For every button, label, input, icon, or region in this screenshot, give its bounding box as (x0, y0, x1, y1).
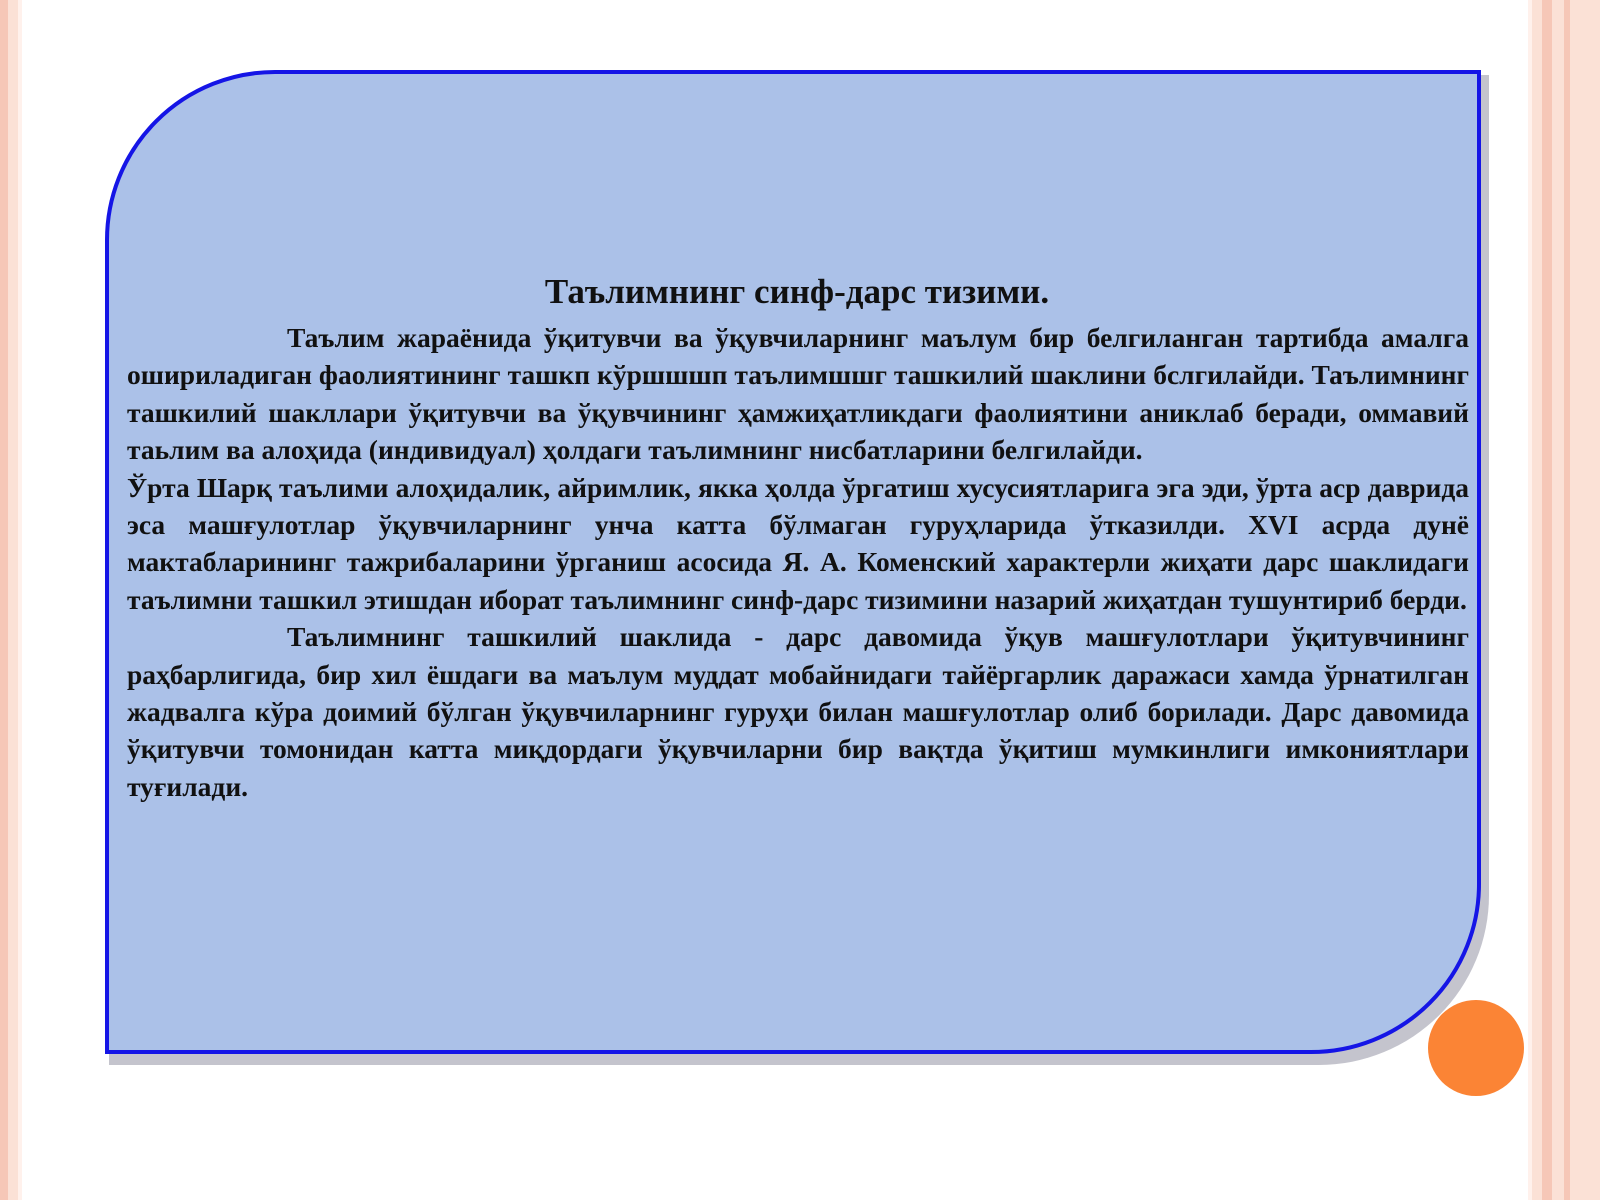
slide-title: Таълимнинг синф-дарс тизими. (544, 272, 1050, 311)
slide-body (127, 319, 1469, 805)
paragraph-2: Ўрта Шарқ таълими алоҳидалик, айримлик, якка ҳолда ўргатиш хусусиятларига эга эди, ўрта аср даврида эса машғулотлар ўқувчиларнинг унча катта бўлмаган гуруҳларида ўтказилди. XVI асрда дунё мактабларининг тажрибаларини ўрганиш асосида Я. А. Коменский характерли жиҳати дарс шаклидаги таълимни ташкил этишдан иборат таълимнинг синф-дарс тизимини назарий жиҳатдан тушунтириб берди. (127, 471, 1469, 615)
left-decorative-stripe (8, 0, 18, 1200)
decorative-circle (1428, 1000, 1524, 1096)
left-decorative-stripe (0, 0, 8, 1200)
right-decorative-stripe (1542, 0, 1552, 1200)
content-panel (105, 70, 1481, 1054)
right-decorative-stripe (1532, 0, 1542, 1200)
right-decorative-stripe (1552, 0, 1600, 1200)
right-decorative-stripe (1564, 0, 1570, 1200)
paragraph-3: Таълимнинг ташкилий шаклида - дарс давомида ўқув машғулотлари ўқитувчининг раҳбарлигида, бир хил ёшдаги ва маълум муддат мобайнидаги тайёргарлик даражаси хамда ўрнатилган жадвалга кўра доимий бўлган ўқувчиларнинг гуруҳи билан машғулотлар олиб борилади. Дарс давомида ўқитувчи томонидан катта миқдордаги ўқувчиларни бир вақтда ўқитиш мумкинлиги имкониятлари туғилади. (127, 621, 1469, 802)
left-decorative-stripe (18, 0, 22, 1200)
paragraph-1: Таълим жараёнида ўқитувчи ва ўқувчиларнинг маълум бир белгиланган тартибда амалга ошириладиган фаолиятининг ташкп кўршшшп таълимшшг ташкилий шаклини бслгилайди. Таълимнинг ташкилий шакллари ўқитувчи ва ўқувчининг ҳамжиҳатликдаги фаолиятини аниклаб беради, оммавий таьлим ва алоҳида (индивидуал) ҳолдаги таълимнинг нисбатларини белгилайди. (127, 322, 1469, 466)
